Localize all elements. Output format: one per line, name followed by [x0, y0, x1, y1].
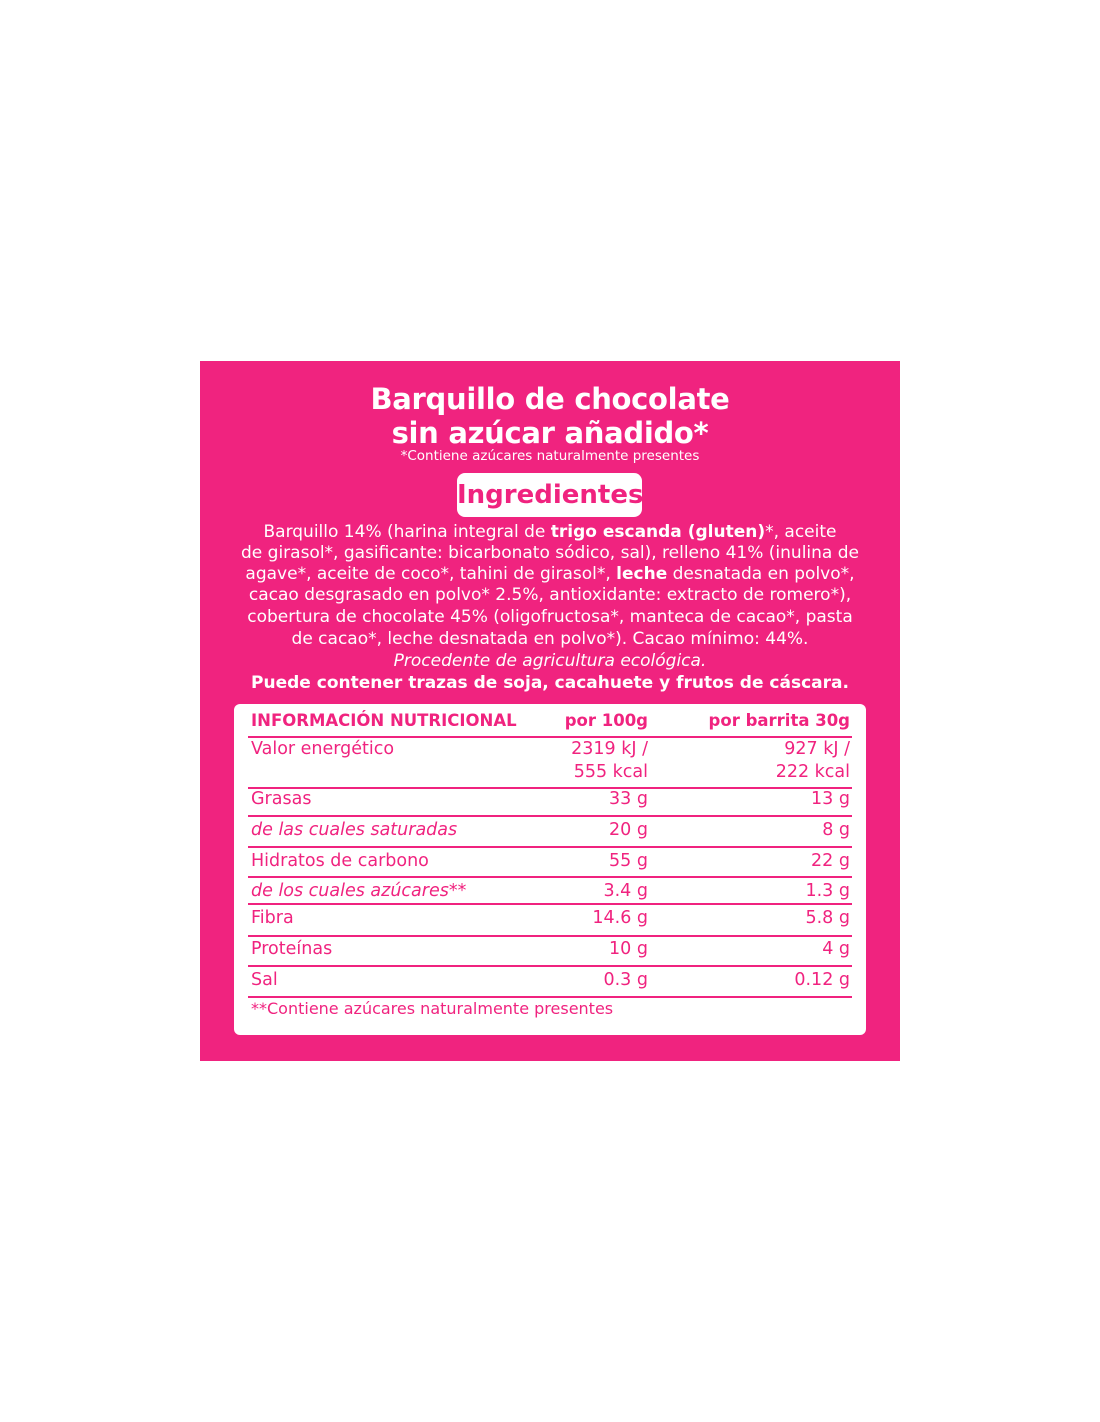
allergen-traces-note: Puede contener trazas de soja, cacahuete y frutos de cáscara. — [251, 673, 849, 693]
nutrition-value: 2319 kJ / — [571, 739, 648, 759]
ingredients-line: cobertura de chocolate 45% (oligofructosa*, manteca de cacao*, pasta — [247, 607, 853, 627]
nutrition-row-label: Fibra — [251, 908, 294, 928]
nutrition-row-label: Proteínas — [251, 939, 333, 959]
nutrition-value: 1.3 g — [805, 881, 850, 901]
nutrition-value: 0.3 g — [603, 970, 648, 990]
allergen-wheat: trigo escanda (gluten) — [550, 522, 766, 542]
allergen-milk: leche — [616, 564, 668, 584]
nutrition-value: 13 g — [811, 789, 850, 809]
divider — [248, 965, 852, 967]
nutrition-value: 555 kcal — [573, 762, 648, 782]
nutrition-value: 10 g — [609, 939, 648, 959]
nutrition-header-per100: por 100g — [564, 711, 648, 730]
ingredients-line: agave*, aceite de coco*, tahini de girasol*, leche desnatada en polvo*, — [245, 564, 855, 584]
divider — [248, 935, 852, 937]
nutrition-value: 5.8 g — [805, 908, 850, 928]
nutrition-value: 20 g — [609, 820, 648, 840]
nutrition-value: 8 g — [822, 820, 850, 840]
sugar-footnote: **Contiene azúcares naturalmente presentes — [251, 999, 614, 1018]
nutrition-row-label: Hidratos de carbono — [251, 851, 429, 871]
organic-origin-note: Procedente de agricultura ecológica. — [393, 651, 707, 671]
nutrition-header-label: INFORMACIÓN NUTRICIONAL — [251, 711, 517, 730]
nutrition-row-label: Sal — [251, 970, 278, 990]
divider — [248, 787, 852, 789]
nutrition-value: 4 g — [822, 939, 850, 959]
ingredients-line: de girasol*, gasificante: bicarbonato sódico, sal), relleno 41% (inulina de — [241, 543, 859, 563]
title-footnote: *Contiene azúcares naturalmente presentes — [400, 448, 700, 464]
nutrition-value: 22 g — [811, 851, 850, 871]
nutrition-value: 55 g — [609, 851, 648, 871]
nutrition-row-label: de los cuales azúcares** — [251, 881, 467, 901]
product-title-line1: Barquillo de chocolate — [370, 382, 730, 416]
product-label-panel — [200, 361, 900, 1061]
nutrition-value: 222 kcal — [775, 762, 850, 782]
nutrition-header-perbar: por barrita 30g — [708, 711, 850, 730]
nutrition-row-label: de las cuales saturadas — [251, 820, 458, 840]
ingredients-line: cacao desgrasado en polvo* 2.5%, antioxidante: extracto de romero*), — [248, 585, 852, 605]
product-title-line2: sin azúcar añadido* — [391, 416, 709, 450]
nutrition-value: 0.12 g — [794, 970, 850, 990]
divider — [248, 903, 852, 905]
nutrition-value: 14.6 g — [592, 908, 648, 928]
nutrition-value: 3.4 g — [603, 881, 648, 901]
nutrition-row-label: Valor energético — [251, 739, 395, 759]
ingredients-line: Barquillo 14% (harina integral de trigo escanda (gluten)*, aceite — [263, 522, 837, 542]
nutrition-row-label: Grasas — [251, 789, 312, 809]
nutrition-value: 33 g — [609, 789, 648, 809]
ingredients-heading: Ingredientes — [457, 473, 642, 517]
nutrition-table — [234, 704, 866, 1035]
nutrition-value: 927 kJ / — [784, 739, 850, 759]
ingredients-line: de cacao*, leche desnatada en polvo*). Cacao mínimo: 44%. — [291, 629, 809, 649]
